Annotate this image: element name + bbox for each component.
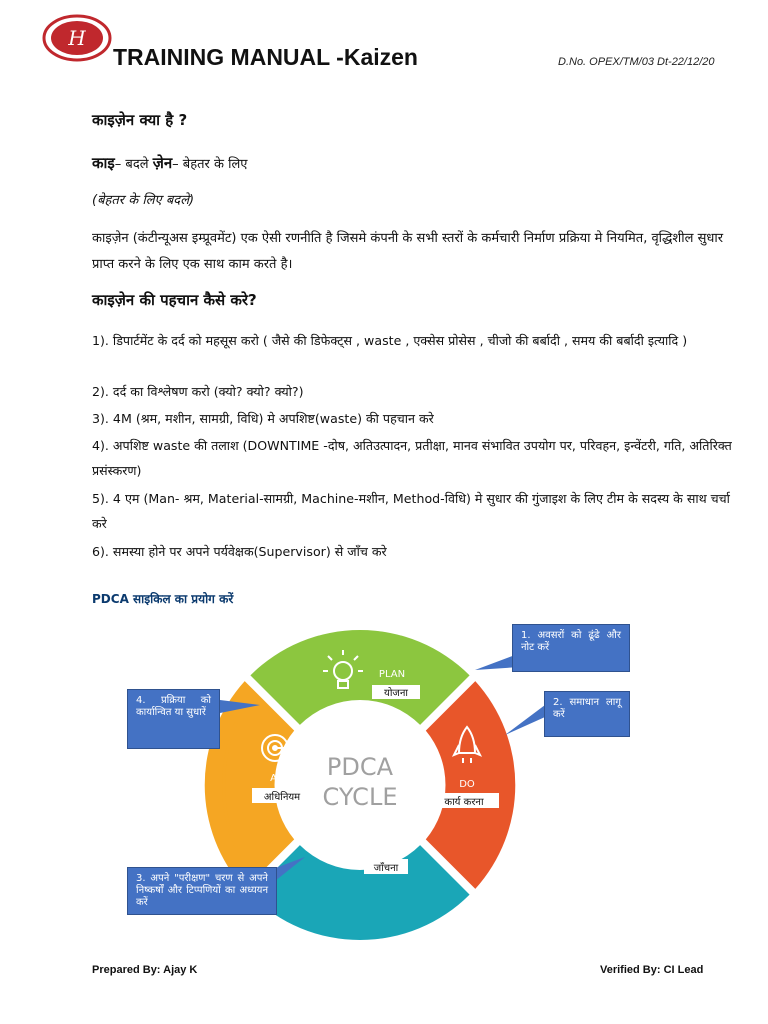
do-hindi: कार्य करना xyxy=(444,797,484,808)
identify-heading: काइज़ेन की पहचान कैसे करे? xyxy=(92,291,257,309)
document-number: D.No. OPEX/TM/03 Dt-22/12/20 xyxy=(558,56,715,68)
identify-item-3: 3). 4M (श्रम, मशीन, सामग्री, विधि) मे अपशिष्ट(waste) की पहचान करे xyxy=(92,411,434,426)
callout-2-pointer xyxy=(505,705,545,735)
verified-by: Verified By: CI Lead xyxy=(600,964,704,976)
page-title: TRAINING MANUAL -Kaizen xyxy=(113,44,418,70)
identify-item-1: 1). डिपार्टमेंट के दर्द को महसूस करो ( जैसे की डिफेक्ट्स , waste , एक्सेस प्रोसेस , चीजो की बर्बादी , समय की बर्बादी इत्यादि ) xyxy=(92,333,688,348)
act-label: ACT xyxy=(270,773,290,784)
def-kai: काइ xyxy=(92,154,115,172)
identify-item-6: 6). समस्या होने पर अपने पर्यवेक्षक(Supervisor) से जाँच करे xyxy=(92,544,387,559)
plan-label: PLAN xyxy=(378,669,406,680)
pdca-heading: PDCA साइकिल का प्रयोग करें xyxy=(92,592,234,606)
svg-text:H: H xyxy=(68,26,86,50)
identify-item-2: 2). दर्द का विश्लेषण करो (क्यो? क्यो? क्यो?) xyxy=(92,384,304,399)
kaizen-bracket: (बेहतर के लिए बदले) xyxy=(92,193,195,208)
check-label: CHECK xyxy=(368,844,404,855)
company-logo xyxy=(42,14,112,62)
def-kai-meaning: – बदले xyxy=(114,157,153,172)
pdca-plan-segment xyxy=(250,630,469,725)
identify-item-5: 5). 4 एम (Man- श्रम, Material-सामग्री, Machine-मशीन, Method-विधि) मे सुधार की गुंजाइश के लिए टीम के सदस्य के साथ चर्चा करे xyxy=(92,491,730,531)
plan-hindi: योजना xyxy=(384,688,408,699)
callout-act: 4. प्रक्रिया को कार्यान्वित या सुधारें xyxy=(127,689,220,749)
kaizen-question: काइज़ेन क्या है ? xyxy=(92,111,188,129)
pdca-center-line2: CYCLE xyxy=(322,783,398,811)
def-zen: ज़ेन xyxy=(152,154,173,172)
def-zen-meaning: – बेहतर के लिए xyxy=(172,157,248,172)
kaizen-definition xyxy=(92,150,247,178)
pdca-center-line1: PDCA xyxy=(326,753,394,781)
act-hindi: अधिनियम xyxy=(263,792,301,803)
pdca-check-segment xyxy=(250,845,469,940)
callout-do: 2. समाधान लागू करें xyxy=(544,691,630,737)
identify-item-4: 4). अपशिष्ट waste की तलाश (DOWNTIME -दोष, अतिउत्पादन, प्रतीक्षा, मानव संभावित उपयोग पर, परिवहन, इन्वेंटरी, गति, अतिरिक्त प्रसंस्करण) xyxy=(92,438,732,478)
do-label: DO xyxy=(459,779,475,790)
kaizen-paragraph: काइज़ेन (कंटीन्यूअस इम्प्रूवमेंट) एक ऐसी रणनीति है जिसमे कंपनी के सभी स्तरों के कर्मचारी निर्माण प्रक्रिया मे नियमित, वृद्धिशील सुधार प्राप्त करने के लिए एक साथ काम करते है। xyxy=(92,231,724,272)
prepared-by: Prepared By: Ajay K xyxy=(92,964,198,976)
callout-check: 3. अपने "परीक्षण" चरण से अपने निष्कर्षों और टिप्पणियों का अध्ययन करें xyxy=(127,867,277,915)
callout-plan: 1. अवसरों को ढूंढे और नोट करें xyxy=(512,624,630,672)
check-hindi: जाँचना xyxy=(373,863,399,874)
